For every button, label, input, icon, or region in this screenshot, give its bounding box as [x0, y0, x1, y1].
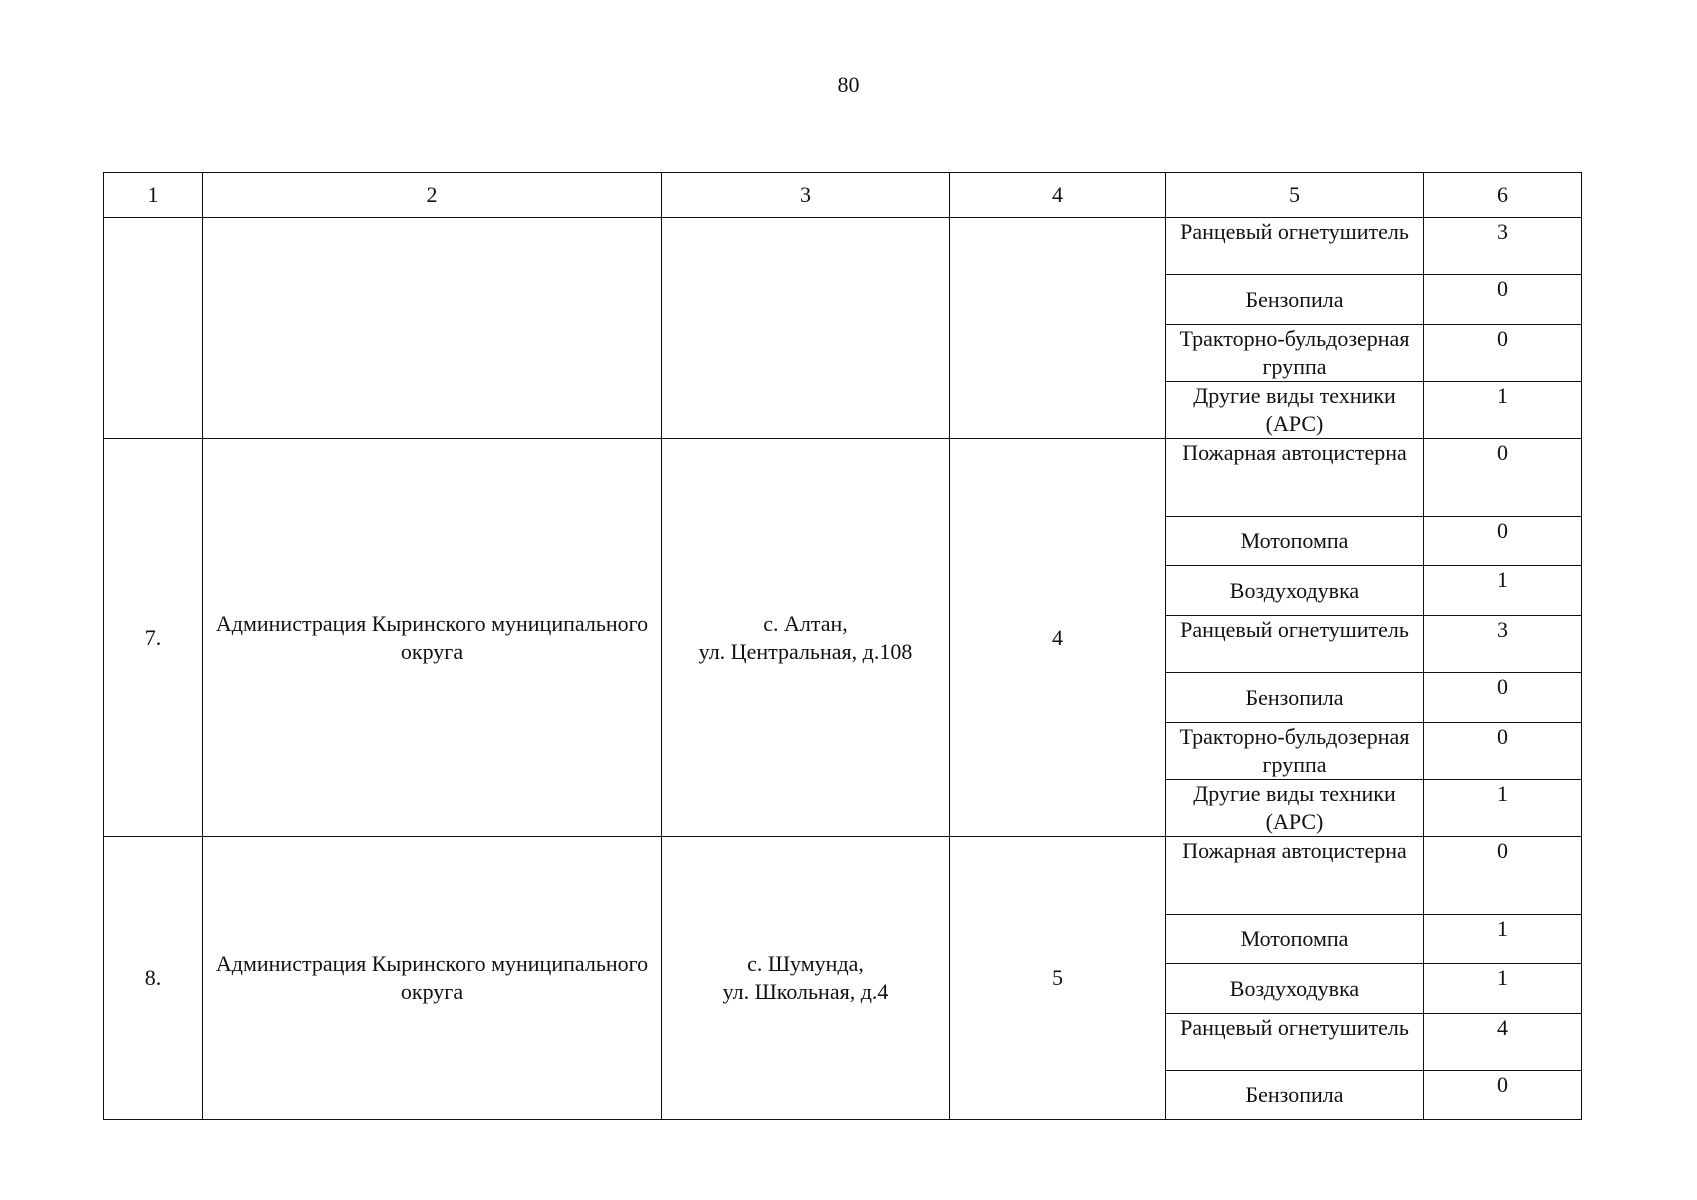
header-cell-6: 6: [1424, 173, 1582, 218]
entry-address: [662, 439, 950, 837]
equipment-qty: 0: [1424, 325, 1582, 382]
equipment-name: Пожарная автоцистерна: [1166, 837, 1424, 915]
equipment-qty: 1: [1424, 382, 1582, 439]
equipment-qty: 4: [1424, 1014, 1582, 1071]
equipment-qty: 3: [1424, 218, 1582, 275]
header-cell-1: 1: [104, 173, 203, 218]
equipment-name: Пожарная автоцистерна: [1166, 439, 1424, 517]
header-cell-4: 4: [950, 173, 1166, 218]
equipment-name: Бензопила: [1166, 1071, 1424, 1120]
equipment-qty: 0: [1424, 673, 1582, 723]
page-number: 80: [837, 72, 860, 97]
cont-num-cell: [104, 218, 203, 439]
equipment-qty: 0: [1424, 723, 1582, 780]
equipment-qty: 0: [1424, 517, 1582, 566]
entry-col4: 5: [950, 837, 1166, 1120]
equipment-qty: 1: [1424, 964, 1582, 1014]
equipment-name: Другие виды техники (АРС): [1166, 382, 1424, 439]
table-row: [104, 218, 1582, 275]
equipment-name: Ранцевый огнетушитель: [1166, 1014, 1424, 1071]
equipment-name: Ранцевый огнетушитель: [1166, 616, 1424, 673]
entry-address: [662, 837, 950, 1120]
equipment-name: Мотопомпа: [1166, 915, 1424, 964]
header-cell-2: 2: [203, 173, 662, 218]
table-header-row: [104, 173, 1582, 218]
equipment-qty: 0: [1424, 1071, 1582, 1120]
entry-organization: Администрация Кыринского муниципального округа: [203, 439, 662, 837]
equipment-qty: 0: [1424, 275, 1582, 325]
equipment-name: Тракторно-бульдозерная группа: [1166, 723, 1424, 780]
entry-number: 8.: [104, 837, 203, 1120]
cont-address-cell: [662, 218, 950, 439]
cont-org-cell: [203, 218, 662, 439]
address-line-1: с. Шумунда,: [747, 951, 864, 976]
entry-number: 7.: [104, 439, 203, 837]
header-cell-3: 3: [662, 173, 950, 218]
equipment-name: Воздуходувка: [1166, 566, 1424, 616]
address-line-2: ул. Центральная, д.108: [698, 638, 913, 664]
table-row: [104, 837, 1582, 915]
equipment-name: Другие виды техники (АРС): [1166, 780, 1424, 837]
equipment-name: Бензопила: [1166, 673, 1424, 723]
entry-organization: Администрация Кыринского муниципального округа: [203, 837, 662, 1120]
equipment-qty: 1: [1424, 915, 1582, 964]
entry-col4: 4: [950, 439, 1166, 837]
header-cell-5: 5: [1166, 173, 1424, 218]
equipment-name: Тракторно-бульдозерная группа: [1166, 325, 1424, 382]
cont-col4-cell: [950, 218, 1166, 439]
equipment-qty: 0: [1424, 439, 1582, 517]
equipment-qty: 0: [1424, 837, 1582, 915]
address-line-2: ул. Школьная, д.4: [722, 979, 889, 1004]
equipment-name: Мотопомпа: [1166, 517, 1424, 566]
equipment-name: Бензопила: [1166, 275, 1424, 325]
address-line-1: с. Алтан,: [763, 610, 848, 636]
equipment-name: Воздуходувка: [1166, 964, 1424, 1014]
equipment-qty: 3: [1424, 616, 1582, 673]
equipment-qty: 1: [1424, 780, 1582, 837]
equipment-table: [103, 172, 1582, 1120]
table-row: [104, 439, 1582, 517]
equipment-name: Ранцевый огнетушитель: [1166, 218, 1424, 275]
equipment-qty: 1: [1424, 566, 1582, 616]
